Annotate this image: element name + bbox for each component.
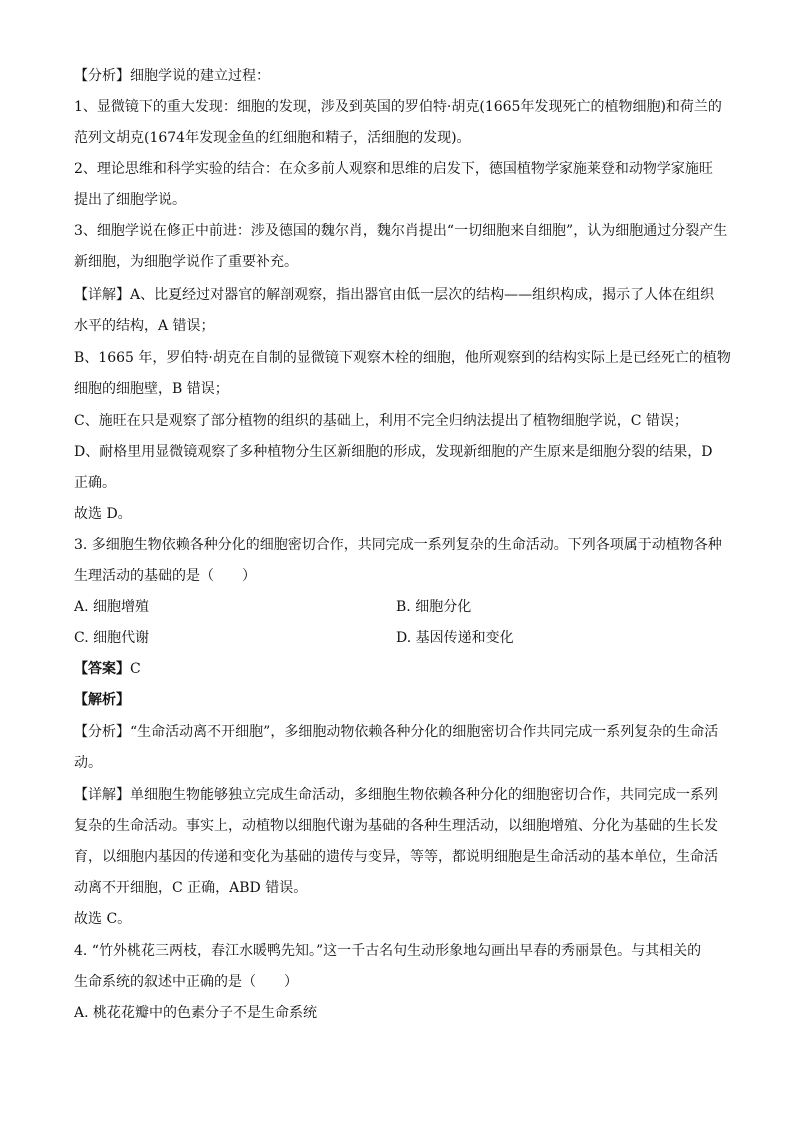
text-line: 提出了细胞学说。 <box>74 192 186 208</box>
text-line: 复杂的生命活动。事实上，动植物以细胞代谢为基础的各种生理活动，以细胞增殖、分化为基础的生长发 <box>74 818 718 834</box>
answer-line <box>74 659 734 679</box>
option-a: A. 细胞增殖 <box>74 599 150 615</box>
analysis-label: 【解析】 <box>74 692 130 708</box>
text-line: 新细胞，为细胞学说作了重要补充。 <box>74 254 298 270</box>
text-line: 动离不开细胞，C 正确，ABD 错误。 <box>74 880 308 896</box>
option-c: C. 细胞代谢 <box>74 630 150 646</box>
detail-heading: 【详解】A、比夏经过对器官的解剖观察，指出器官由低一层次的结构——组织构成，揭示了人体在组织 <box>74 287 715 303</box>
text-line: D、耐格里用显微镜观察了多种植物分生区新细胞的形成，发现新细胞的产生原来是细胞分裂的结果，D <box>74 444 713 460</box>
text-line: 育，以细胞内基因的传递和变化为基础的遗传与变异，等等，都说明细胞是生命活动的基本单位，生命活 <box>74 849 718 865</box>
option-a: A. 桃花花瓣中的色素分子不是生命系统 <box>74 1005 318 1021</box>
text-line: 范列文胡克(1674年发现金鱼的红细胞和精子，活细胞的发现)。 <box>74 130 471 146</box>
text-line: 动。 <box>74 755 102 771</box>
question-4-stem: 生命系统的叙述中正确的是（ ） <box>74 974 298 990</box>
analysis-heading: 【分析】细胞学说的建立过程： <box>74 68 270 84</box>
text-line: 水平的结构，A 错误； <box>74 318 215 334</box>
question-4-stem: 4. “竹外桃花三两枝，春江水暖鸭先知。”这一千古名句生动形象地勾画出早春的秀丽景色。与其相关的 <box>74 943 702 959</box>
option-b: B. 细胞分化 <box>396 599 472 615</box>
text-line: 细胞的细胞壁，B 错误； <box>74 381 229 397</box>
answer-value: C <box>130 661 141 677</box>
text-line: B、1665 年，罗伯特·胡克在自制的显微镜下观察木栓的细胞，他所观察到的结构实际上是已经死亡的植物 <box>74 350 731 366</box>
text-line: 2、理论思维和科学实验的结合：在众多前人观察和思维的启发下，德国植物学家施莱登和动物学家施旺 <box>74 161 713 177</box>
text-line: 正确。 <box>74 475 116 491</box>
answer-label: 【答案】 <box>74 661 130 677</box>
text-line: 1、显微镜下的重大发现：细胞的发现，涉及到英国的罗伯特·胡克(1665年发现死亡的植物细胞)和荷兰的 <box>74 99 722 115</box>
text-line: 3、细胞学说在修正中前进：涉及德国的魏尔肖，魏尔肖提出“一切细胞来自细胞”，认为细胞通过分裂产生 <box>74 223 728 239</box>
text-line: C、施旺在只是观察了部分植物的组织的基础上，利用不完全归纳法提出了植物细胞学说，C 错误； <box>74 413 688 429</box>
question-3-stem: 生理活动的基础的是（ ） <box>74 568 256 584</box>
question-3-stem: 3. 多细胞生物依赖各种分化的细胞密切合作，共同完成一系列复杂的生命活动。下列各项属于动植物各种 <box>74 537 722 553</box>
option-d: D. 基因传递和变化 <box>396 630 514 646</box>
conclusion-line: 故选 C。 <box>74 911 132 927</box>
analysis-line: 【分析】“生命活动离不开细胞”，多细胞动物依赖各种分化的细胞密切合作共同完成一系列复杂的生命活 <box>74 724 719 740</box>
conclusion-line: 故选 D。 <box>74 506 132 522</box>
detail-line: 【详解】单细胞生物能够独立完成生命活动，多细胞生物依赖各种分化的细胞密切合作，共同完成一系列 <box>74 787 718 803</box>
